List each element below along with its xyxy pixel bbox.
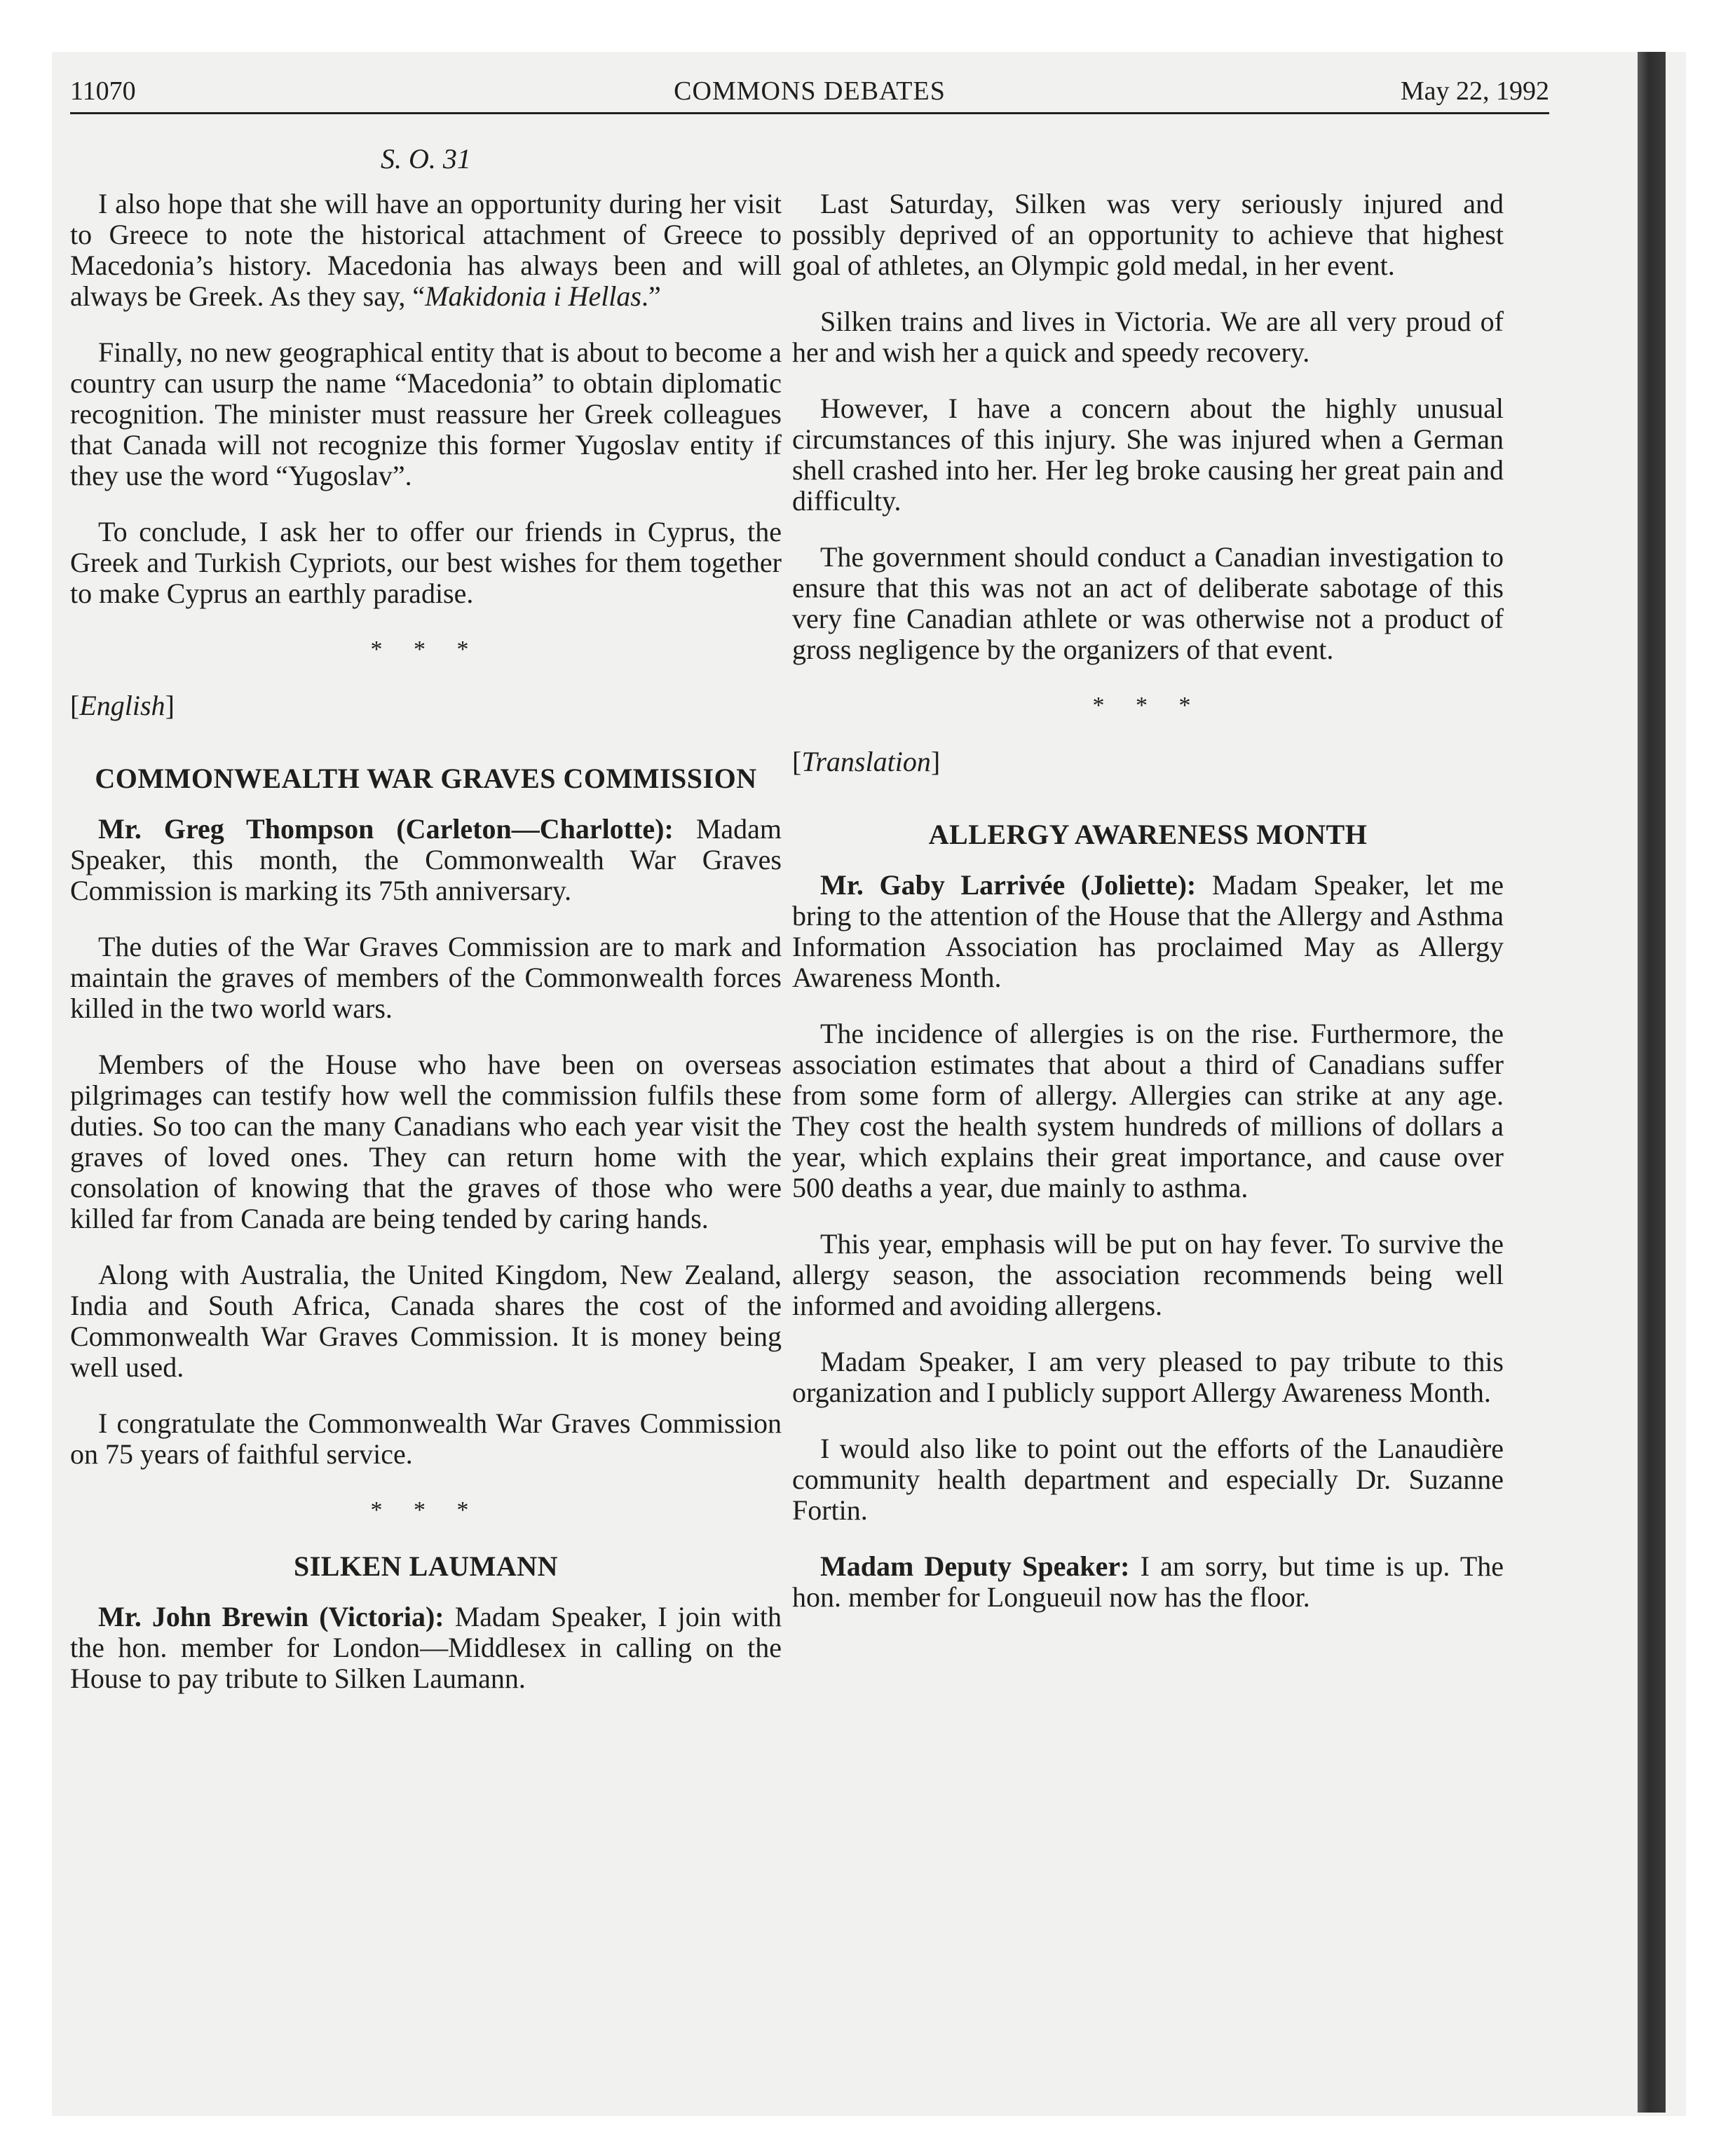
paragraph: Finally, no new geographical entity that is about to become a country can usurp the name “Macedonia” to obtain diplomatic recognition. The minister must reassure her Greek colleagues that Canada will not recognize this former Yugoslav entity if they use the word “Yugoslav”. — [70, 336, 782, 491]
paragraph: The incidence of allergies is on the rise. Furthermore, the association estimates that about a third of Canadians suffer from some form of allergy. Allergies can strike at any age. They cost the health system hundreds of millions of dollars a year, which explains their great importance, and cause over 500 deaths a year, due mainly to asthma. — [792, 1018, 1504, 1203]
right-column — [792, 144, 1504, 1638]
header-rule — [70, 112, 1549, 114]
speaker-name: Mr. Gaby Larrivée (Joliette): — [820, 869, 1197, 901]
paragraph: The duties of the War Graves Commission are to mark and maintain the graves of members of the Commonwealth forces killed in the two world wars. — [70, 931, 782, 1024]
speaker-name: Madam Deputy Speaker: — [820, 1550, 1130, 1582]
left-column — [70, 144, 782, 1719]
paragraph: I congratulate the Commonwealth War Graves Commission on 75 years of faithful service. — [70, 1407, 782, 1470]
paragraph: Silken trains and lives in Victoria. We are all very proud of her and wish her a quick and speedy recovery. — [792, 306, 1504, 368]
paragraph: Last Saturday, Silken was very seriously injured and possibly deprived of an opportunity to achieve that highest goal of athletes, an Olympic gold medal, in her event. — [792, 188, 1504, 281]
scan-edge-shadow — [1638, 52, 1666, 2113]
paragraph: However, I have a concern about the highly unusual circumstances of this injury. She was injured when a German shell crashed into her. Her leg broke causing her great pain and difficulty. — [792, 393, 1504, 517]
publication-date: May 22, 1992 — [1400, 76, 1549, 106]
language-tag: [Translation] — [792, 746, 941, 777]
paragraph: Members of the House who have been on overseas pilgrimages can testify how well the commission fulfils these duties. So too can the many Canadians who each year visit the graves of loved ones. They can return home with the consolation of knowing that the graves of those who were killed far from Canada are being tended by caring hands. — [70, 1049, 782, 1234]
section-heading: COMMONWEALTH WAR GRAVES COMMISSION — [95, 763, 757, 794]
speaker-name: Mr. John Brewin (Victoria): — [98, 1601, 444, 1632]
paragraph: Madam Speaker, I am very pleased to pay tribute to this organization and I publicly support Allergy Awareness Month. — [792, 1346, 1504, 1408]
quote-italic: Makidonia i Hellas — [425, 280, 641, 312]
section-separator: * * * — [370, 636, 482, 662]
paragraph: The government should conduct a Canadian investigation to ensure that this was not an act of deliberate sabotage of this very fine Canadian athlete or was otherwise not a product of gross negligence by the organizers of that event. — [792, 541, 1504, 665]
section-separator: * * * — [370, 1497, 482, 1523]
paragraph: Madam Deputy Speaker: I am sorry, but time is up. The hon. member for Longueuil now has the floor. — [792, 1550, 1504, 1613]
language-tag: [English] — [70, 690, 175, 721]
paragraph: To conclude, I ask her to offer our friends in Cyprus, the Greek and Turkish Cypriots, our best wishes for them together to make Cyprus an earthly paradise. — [70, 516, 782, 609]
paragraph: I also hope that she will have an opportunity during her visit to Greece to note the historical attachment of Greece to Macedonia’s history. Macedonia has always been and will always be Greek. As they say, “Makidonia i Hellas.” — [70, 188, 782, 312]
page-number: 11070 — [70, 76, 136, 106]
standing-order-label: S. O. 31 — [381, 143, 471, 175]
paragraph: Mr. Greg Thompson (Carleton—Charlotte): Madam Speaker, this month, the Commonwealth War Graves Commission is marking its 75th anniversary. — [70, 813, 782, 906]
section-heading: SILKEN LAUMANN — [293, 1550, 559, 1582]
paragraph: I would also like to point out the efforts of the Lanaudière community health department and especially Dr. Suzanne Fortin. — [792, 1433, 1504, 1526]
speaker-name: Mr. Greg Thompson (Carleton—Charlotte): — [98, 813, 674, 845]
paragraph: Mr. John Brewin (Victoria): Madam Speaker, I join with the hon. member for London—Middlesex in calling on the House to pay tribute to Silken Laumann. — [70, 1601, 782, 1694]
paragraph: Mr. Gaby Larrivée (Joliette): Madam Speaker, let me bring to the attention of the House that the Allergy and Asthma Information Association has proclaimed May as Allergy Awareness Month. — [792, 869, 1504, 993]
section-heading: ALLERGY AWARENESS MONTH — [928, 819, 1368, 850]
publication-title: COMMONS DEBATES — [674, 76, 946, 106]
running-header — [70, 70, 1549, 112]
section-separator: * * * — [1092, 692, 1204, 718]
paragraph: This year, emphasis will be put on hay fever. To survive the allergy season, the association recommends being well informed and avoiding allergens. — [792, 1228, 1504, 1321]
paragraph: Along with Australia, the United Kingdom, New Zealand, India and South Africa, Canada shares the cost of the Commonwealth War Graves Commission. It is money being well used. — [70, 1259, 782, 1383]
